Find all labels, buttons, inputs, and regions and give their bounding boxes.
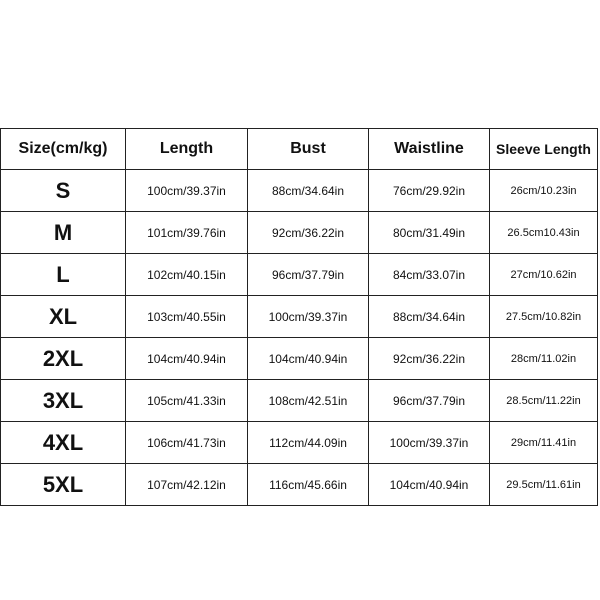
size-cell: 5XL [1,464,126,506]
waistline-cell: 88cm/34.64in [369,296,490,338]
sleeve-length-cell: 28cm/11.02in [490,338,598,380]
bust-cell: 88cm/34.64in [248,170,369,212]
waistline-cell: 100cm/39.37in [369,422,490,464]
waistline-cell: 84cm/33.07in [369,254,490,296]
waistline-cell: 76cm/29.92in [369,170,490,212]
header-row [1,129,598,170]
length-cell: 102cm/40.15in [126,254,248,296]
sleeve-length-cell: 26.5cm10.43in [490,212,598,254]
bust-cell: 104cm/40.94in [248,338,369,380]
size-cell: M [1,212,126,254]
table-row [1,422,598,464]
size-cell: 4XL [1,422,126,464]
table-row [1,212,598,254]
sleeve-length-cell: 29cm/11.41in [490,422,598,464]
length-cell: 106cm/41.73in [126,422,248,464]
sleeve-length-cell: 29.5cm/11.61in [490,464,598,506]
bust-cell: 100cm/39.37in [248,296,369,338]
header-sleeve-length: Sleeve Length [490,129,598,170]
header-waistline: Waistline [369,129,490,170]
waistline-cell: 96cm/37.79in [369,380,490,422]
length-cell: 103cm/40.55in [126,296,248,338]
header-length: Length [126,129,248,170]
sleeve-length-cell: 27cm/10.62in [490,254,598,296]
bust-cell: 116cm/45.66in [248,464,369,506]
header-bust: Bust [248,129,369,170]
waistline-cell: 92cm/36.22in [369,338,490,380]
table-body [1,170,598,506]
waistline-cell: 80cm/31.49in [369,212,490,254]
bust-cell: 92cm/36.22in [248,212,369,254]
table-row [1,338,598,380]
size-cell: S [1,170,126,212]
size-cell: XL [1,296,126,338]
sleeve-length-cell: 28.5cm/11.22in [490,380,598,422]
size-cell: 3XL [1,380,126,422]
length-cell: 101cm/39.76in [126,212,248,254]
table-row [1,170,598,212]
length-cell: 107cm/42.12in [126,464,248,506]
length-cell: 100cm/39.37in [126,170,248,212]
sleeve-length-cell: 26cm/10.23in [490,170,598,212]
bust-cell: 96cm/37.79in [248,254,369,296]
length-cell: 104cm/40.94in [126,338,248,380]
size-chart-table [0,128,598,506]
bust-cell: 112cm/44.09in [248,422,369,464]
length-cell: 105cm/41.33in [126,380,248,422]
sleeve-length-cell: 27.5cm/10.82in [490,296,598,338]
header-size: Size(cm/kg) [1,129,126,170]
size-cell: L [1,254,126,296]
size-cell: 2XL [1,338,126,380]
table-row [1,464,598,506]
waistline-cell: 104cm/40.94in [369,464,490,506]
table-row [1,254,598,296]
table-row [1,296,598,338]
table-row [1,380,598,422]
bust-cell: 108cm/42.51in [248,380,369,422]
